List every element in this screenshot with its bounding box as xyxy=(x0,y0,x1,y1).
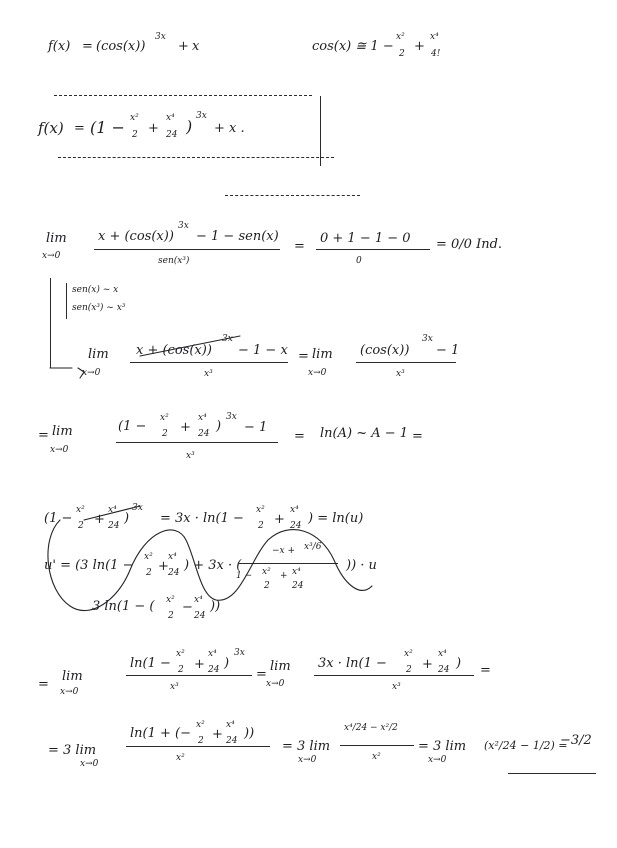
frac-x2-num: x² xyxy=(396,32,405,42)
frac-x2-den: 2 xyxy=(132,130,138,140)
x-to-zero: x→0 xyxy=(80,759,99,769)
close-paren: ) xyxy=(186,117,193,136)
denominator: x³ xyxy=(170,682,179,692)
frac-x2-num: x² xyxy=(404,649,413,659)
cos-term: (cos(x)) xyxy=(96,39,146,54)
exponent-3x: 3x xyxy=(132,503,143,513)
equals-sign: = xyxy=(294,239,305,254)
x-to-zero: x→0 xyxy=(60,687,79,697)
frac-x4-num: x⁴ xyxy=(168,552,177,562)
frac-x2-den: 2 xyxy=(399,49,405,59)
paren-expression: (x²/24 − 1/2) = xyxy=(484,739,568,752)
lim-symbol: lim xyxy=(88,347,109,362)
plus-sign: + xyxy=(280,571,288,581)
plus-x: + x . xyxy=(214,121,245,136)
log-rhs: = 3x · ln(1 − xyxy=(160,511,244,526)
frac-x4-den: 24 xyxy=(226,736,238,746)
frac-x4-den: 4! xyxy=(431,49,441,59)
x-to-zero: x→0 xyxy=(42,251,61,261)
close-paren: ) xyxy=(124,511,130,526)
ln-equivalence: ln(A) ~ A − 1 xyxy=(320,426,409,441)
x-to-zero: x→0 xyxy=(82,368,101,378)
equivalence-sen-x3: sen(x³) ~ x³ xyxy=(72,303,126,313)
close-paren: ) xyxy=(456,656,462,671)
lim-symbol: lim xyxy=(52,424,73,439)
frac-x2-den: 2 xyxy=(162,429,168,439)
frac-x2-num: x² xyxy=(176,649,185,659)
frac-x2-den: 2 xyxy=(78,521,84,531)
numerator-cos: (cos(x)) xyxy=(360,343,410,358)
frac-x4-num: x⁴ xyxy=(194,595,203,605)
dot-u: )) · u xyxy=(346,558,377,573)
numerator-eval: 0 + 1 − 1 − 0 xyxy=(320,231,411,246)
frac-x2-num: x² xyxy=(160,413,169,423)
frac-x4-num: x⁴ xyxy=(430,32,439,42)
x-term: x xyxy=(192,39,200,54)
x-to-zero: x→0 xyxy=(266,679,285,689)
eq-3-lim: = 3 lim xyxy=(418,739,467,754)
denominator: x³ xyxy=(392,682,401,692)
equivalence-sen-x: sen(x) ~ x xyxy=(72,285,119,295)
numerator-tail: − 1 − x xyxy=(238,343,288,358)
cos-approx: cos(x) ≅ 1 − xyxy=(312,39,394,54)
frac-x4-num: x⁴ xyxy=(438,649,447,659)
frac-x4-num: x⁴ xyxy=(226,720,235,730)
scribble-wave xyxy=(48,520,372,614)
exponent-3x: 3x xyxy=(422,334,433,344)
x-to-zero: x→0 xyxy=(298,755,317,765)
frac-x2-num: x² xyxy=(76,505,85,515)
equals-sign: = xyxy=(298,349,309,364)
plus-sign: + xyxy=(158,559,169,574)
exponent-3x: 3x xyxy=(226,412,237,422)
frac-x2-num: x² xyxy=(196,720,205,730)
denominator: sen(x³) xyxy=(158,256,190,266)
numerator-tail: − 1 − sen(x) xyxy=(196,229,279,244)
denominator: x³ xyxy=(186,451,195,461)
taylor-open: (1 − xyxy=(118,419,147,434)
result: −3/2 xyxy=(560,733,592,748)
eq-3-lim: = 3 lim xyxy=(282,739,331,754)
frac-x4-den: 24 xyxy=(208,665,220,675)
frac-x4-den: 24 xyxy=(166,130,178,140)
exponent-3x: 3x xyxy=(222,334,233,344)
plus-sign: + xyxy=(274,512,285,527)
frac-x2-den: 2 xyxy=(264,581,270,591)
frac-x4-den: 24 xyxy=(168,568,180,578)
frac-x4-den: 24 xyxy=(292,581,304,591)
ln-plus: ln(1 + (− xyxy=(130,726,191,741)
denominator: x² xyxy=(176,753,185,763)
exponent-3x: 3x xyxy=(196,111,207,121)
exponent-3x: 3x xyxy=(155,32,166,42)
denominator: x³ xyxy=(204,369,213,379)
frac-x2-num: x² xyxy=(166,595,175,605)
u-prime: u' = (3 ln(1 − xyxy=(44,558,134,573)
frac-x4-num: x⁴ xyxy=(290,505,299,515)
plus-sign: + xyxy=(194,657,205,672)
equals-sign: = xyxy=(82,39,93,54)
neg-x-plus: −x + xyxy=(272,546,296,556)
numerator-main: x + (cos(x)) xyxy=(136,343,212,358)
frac-x4-den: 24 xyxy=(194,611,206,621)
frac-x4-den: 24 xyxy=(290,521,302,531)
frac-x4-num: x⁴ xyxy=(208,649,217,659)
frac-x2-num: x² xyxy=(144,552,153,562)
frac-x2-den: 2 xyxy=(146,568,152,578)
close-paren: )) xyxy=(244,726,255,741)
plus-3x: ) + 3x · ( xyxy=(184,558,242,573)
frac-x2-den: 2 xyxy=(178,665,184,675)
fx-label: f(x) xyxy=(48,39,71,54)
three-lim: = 3 lim xyxy=(48,743,97,758)
minus-sign: − xyxy=(182,600,193,615)
plus-sign: + xyxy=(148,121,159,136)
crossed-end: )) xyxy=(210,599,221,614)
frac-x4-den: 24 xyxy=(108,521,120,531)
plus-sign: + xyxy=(178,39,189,54)
lim-symbol: lim xyxy=(62,669,83,684)
frac-x2-num: x² xyxy=(262,567,271,577)
denominator-eval: 0 xyxy=(356,256,362,266)
equals-sign: = xyxy=(412,429,423,444)
plus-sign: + xyxy=(422,657,433,672)
equals-sign: = xyxy=(38,428,49,443)
frac-x2-den: 2 xyxy=(406,665,412,675)
frac-x2-den: 2 xyxy=(168,611,174,621)
denominator: x² xyxy=(372,752,381,762)
open-paren-one: (1 − xyxy=(90,118,125,137)
lim-symbol: lim xyxy=(312,347,333,362)
equals-sign: = xyxy=(480,663,491,678)
log-open: (1 − xyxy=(44,511,73,526)
frac-x4-den: 24 xyxy=(198,429,210,439)
plus-sign: + xyxy=(414,39,425,54)
frac-x4-num: x⁴ xyxy=(198,413,207,423)
three-x-ln: 3x · ln(1 − xyxy=(318,656,387,671)
plus-sign: + xyxy=(180,420,191,435)
log-end: ) = ln(u) xyxy=(308,511,364,526)
fx-label: f(x) xyxy=(38,119,64,137)
equals-sign: = xyxy=(74,121,85,136)
plus-sign: + xyxy=(212,727,223,742)
minus-one: − 1 xyxy=(436,343,460,358)
frac-x4-num: x⁴ xyxy=(108,505,117,515)
lim-symbol: lim xyxy=(270,659,291,674)
frac-x2-den: 2 xyxy=(258,521,264,531)
close-paren: ) xyxy=(216,419,222,434)
x-to-zero: x→0 xyxy=(308,368,327,378)
indeterminate: = 0/0 Ind. xyxy=(436,237,503,252)
ln-paren: ln(1 − xyxy=(130,656,171,671)
minus-one: − 1 xyxy=(244,420,268,435)
frac-x4-num: x⁴ xyxy=(292,567,301,577)
frac-num: x⁴/24 − x²/2 xyxy=(344,723,398,733)
numerator-main: x + (cos(x)) xyxy=(98,229,174,244)
exponent-3x: 3x xyxy=(234,648,245,658)
exponent-3x: 3x xyxy=(178,221,189,231)
equals-sign: = xyxy=(38,677,49,692)
x-to-zero: x→0 xyxy=(50,445,69,455)
close-paren: ) xyxy=(224,656,230,671)
bracket-arrow xyxy=(78,368,84,378)
den-inner: 1 − xyxy=(236,571,253,581)
scribble-mark xyxy=(84,506,140,520)
x-to-zero: x→0 xyxy=(428,755,447,765)
equals-sign: = xyxy=(294,429,305,444)
denominator: x³ xyxy=(396,369,405,379)
frac-x4-den: 24 xyxy=(438,665,450,675)
frac-x4-num: x⁴ xyxy=(166,113,175,123)
frac-x2-den: 2 xyxy=(198,736,204,746)
crossed-term: 3 ln(1 − ( xyxy=(92,599,155,614)
x3-over-6: x³/6 xyxy=(304,542,322,552)
frac-x2-num: x² xyxy=(130,113,139,123)
strike-through xyxy=(140,336,240,356)
plus-sign: + xyxy=(94,512,105,527)
lim-symbol: lim xyxy=(46,231,67,246)
frac-x2-num: x² xyxy=(256,505,265,515)
equals-sign: = xyxy=(256,667,267,682)
